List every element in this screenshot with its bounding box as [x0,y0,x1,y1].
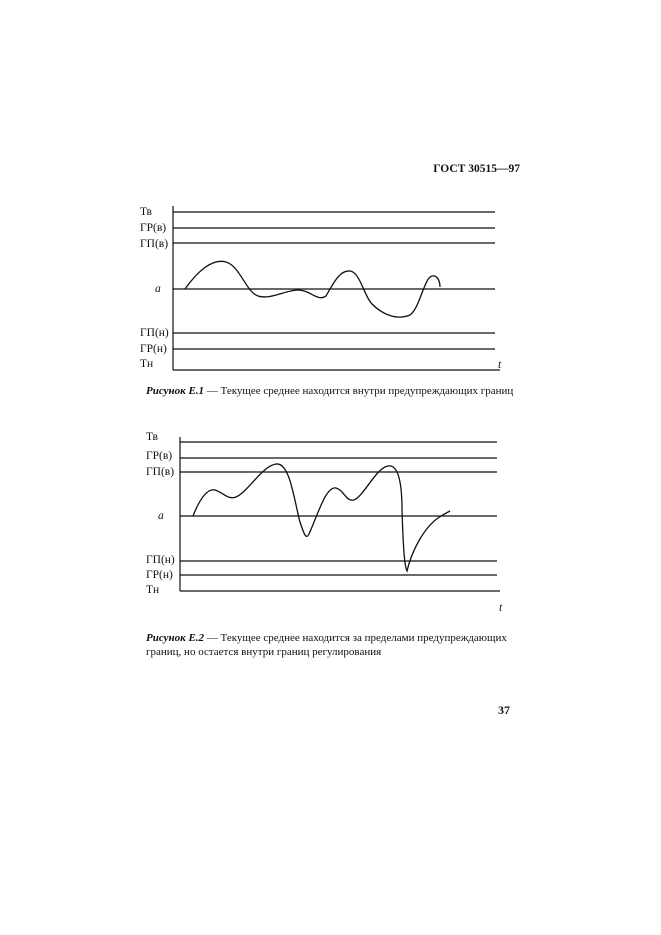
fig1-label-t: t [498,359,502,371]
fig2-label-tv: Тв [146,431,158,443]
fig1-label-gp-v: ГП(в) [140,238,169,250]
fig1-label-gr-n: ГР(н) [140,343,167,355]
fig1-caption-prefix: Рисунок Е.1 [146,385,205,397]
fig2-label-a: a [158,510,164,522]
fig1-label-tv: Тв [140,206,152,218]
fig2-label-t: t [499,602,503,614]
fig2-label-gr-n: ГР(н) [146,569,173,581]
fig2-caption-prefix: Рисунок Е.2 [146,632,205,644]
fig2-caption [146,631,514,659]
fig2-caption-text: — Текущее среднее находится за пределами предупреждающих границ, но остается внутри границ регулирования [146,632,507,658]
fig2-mean-curve [193,464,450,571]
document-header: ГОСТ 30515—97 [433,163,520,175]
fig2-label-tn: Тн [146,584,160,596]
fig1-label-gr-v: ГР(в) [140,222,167,234]
fig2-label-gp-n: ГП(н) [146,554,175,566]
page-number: 37 [498,703,510,717]
fig1-label-a: a [155,283,161,295]
fig1-caption-text: — Текущее среднее находится внутри предупреждающих границ [204,385,514,397]
fig2-label-gp-v: ГП(в) [146,466,175,478]
fig1-label-gp-n: ГП(н) [140,327,169,339]
fig2-label-gr-v: ГР(в) [146,450,173,462]
fig1-label-tn: Тн [140,358,154,370]
